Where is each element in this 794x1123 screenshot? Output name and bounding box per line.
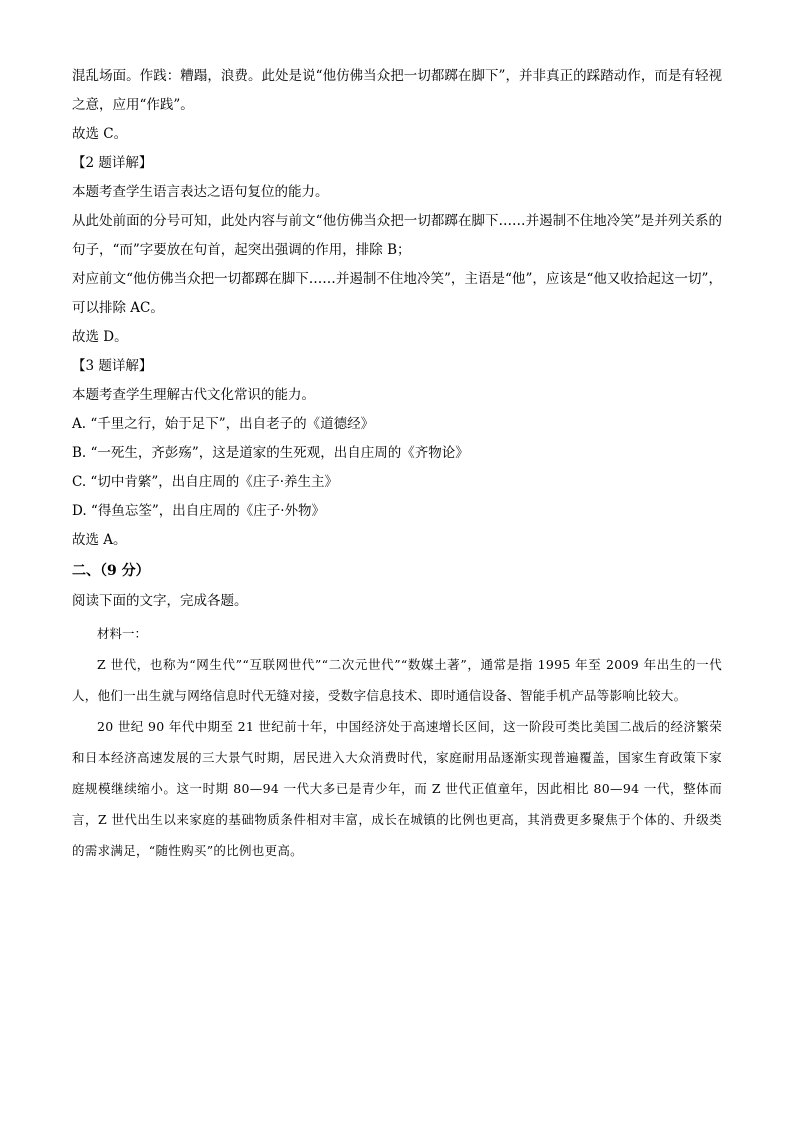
question-2-intro: 本题考查学生语言表达之语句复位的能力。 <box>72 184 329 200</box>
section-2-title: 二、（9 分） <box>72 563 150 579</box>
question-2-header: 【2 题详解】 <box>72 155 153 171</box>
question-3-option-a: A. “千里之行，始于足下”，出自老子的《道德经》 <box>72 416 375 432</box>
material-paragraph-1: Z 世代，也称为“网生代”“互联网世代”“二次元世代”“数媒土著”，通常是指 1995 年至 2009 年出生的一代人，他们一出生就与网络信息时代无缝对接，受数字信息技术、即时通信设备、智能手机产品等影响比较大。 <box>72 657 722 703</box>
answer-explanation-text: 混乱场面。作践：糟蹋，浪费。此处是说“他仿佛当众把一切都踯在脚下”，并非真正的踩踏动作，而是有轻视之意，应用“作践”。 <box>72 68 722 113</box>
material-block <box>72 618 722 866</box>
question-3-option-d: D. “得鱼忘筌”，出自庄周的《庄子·外物》 <box>72 503 326 519</box>
section-2-instruction: 阅读下面的文字，完成各题。 <box>72 593 248 609</box>
question-2-answer: 故选 D。 <box>72 329 128 345</box>
question-2-analysis-2: 对应前文“他仿佛当众把一切都踯在脚下……并遏制不住地冷笑”，主语是“他”，应该是“他又收拾起这一切”，可以排除 AC。 <box>72 271 722 316</box>
question-3-answer: 故选 A。 <box>72 532 127 548</box>
material-paragraph-2: 20 世纪 90 年代中期至 21 世纪前十年，中国经济处于高速增长区间，这一阶段可类比美国二战后的经济繁荣和日本经济高速发展的三大景气时期，居民进入大众消费时代，家庭耐用品逐渐实现普遍覆盖，国家生育政策下家庭规模继续缩小。这一时期 80—94 一代大多已是青少年，而 Z 世代正值童年，因此相比 80—94 一代，整体而言，Z 世代出生以来家庭的基础物质条件相对丰富，成长在城镇的比例也更高，其消费更多聚焦于个体的、升级类的需求满足，“随性购买”的比例也更高。 <box>72 719 722 858</box>
question-3-option-b: B. “一死生，齐彭殇”，这是道家的生死观，出自庄周的《齐物论》 <box>72 445 469 461</box>
material-label: 材料一： <box>97 626 148 641</box>
answer-choice: 故选 C。 <box>72 126 128 142</box>
question-2-analysis-1: 从此处前面的分号可知，此处内容与前文“他仿佛当众把一切都踯在脚下……并遏制不住地冷笑”是并列关系的句子，“而”字要放在句首，起突出强调的作用，排除 B； <box>72 213 722 258</box>
question-3-option-c: C. “切中肯綮”，出自庄周的《庄子·养生主》 <box>72 474 339 490</box>
question-3-intro: 本题考查学生理解古代文化常识的能力。 <box>72 387 315 403</box>
question-3-header: 【3 题详解】 <box>72 358 153 374</box>
